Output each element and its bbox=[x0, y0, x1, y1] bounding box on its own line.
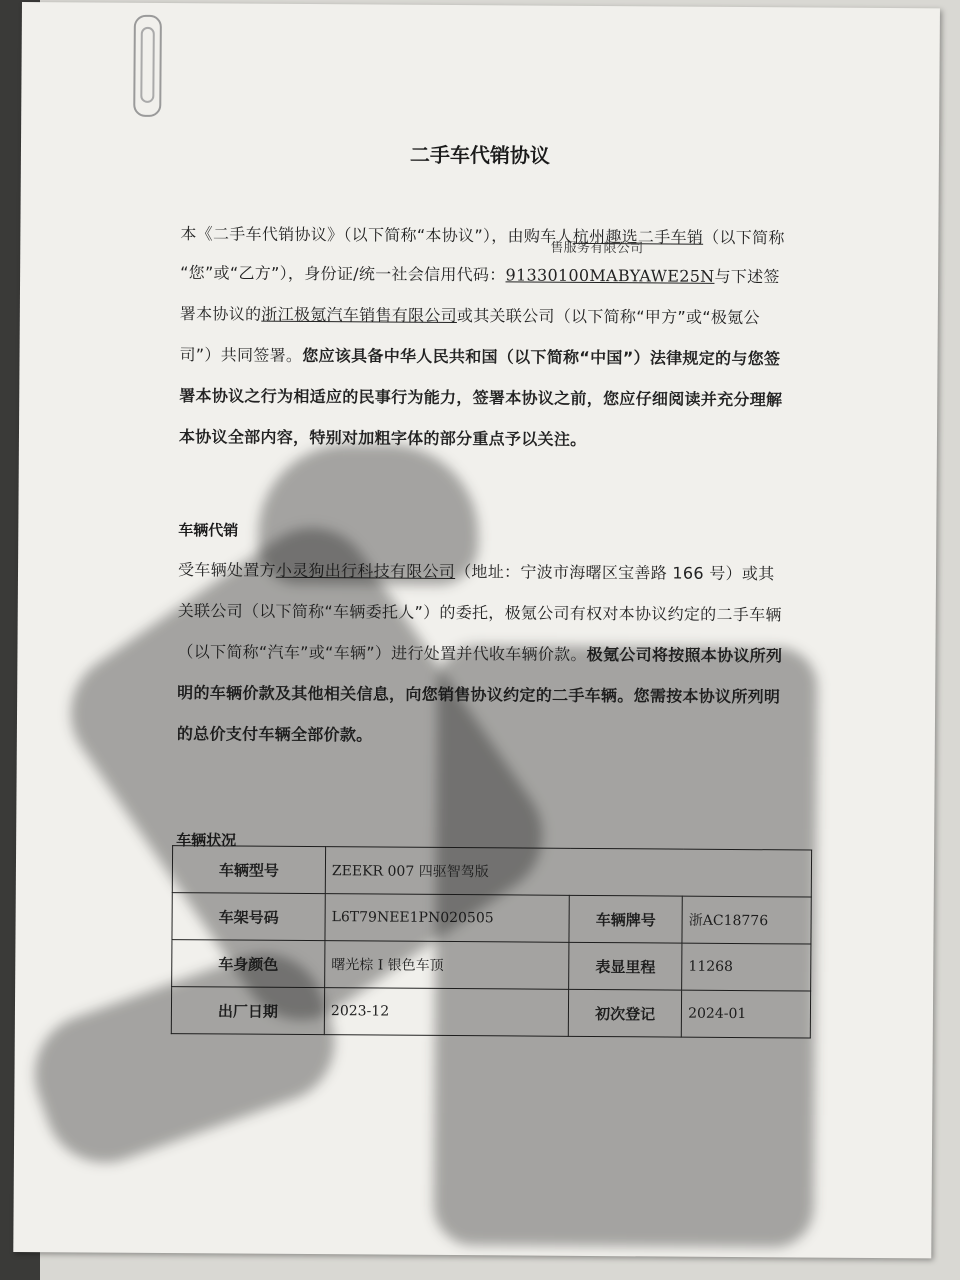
credit-code: 91330100MABYAWE25N bbox=[505, 265, 715, 286]
value-vin: L6T79NEE1PN020505 bbox=[325, 894, 569, 943]
label-vin: 车架号码 bbox=[172, 893, 325, 941]
label-registration: 初次登记 bbox=[568, 989, 681, 1037]
buyer-name-cont: 售服务有限公司 bbox=[550, 240, 644, 257]
table-row bbox=[171, 987, 810, 1038]
value-registration: 2024-01 bbox=[681, 990, 810, 1038]
contract-page bbox=[13, 2, 940, 1258]
value-model: ZEEKR 007 四驱智驾版 bbox=[325, 847, 811, 897]
label-mileage: 表显里程 bbox=[569, 942, 682, 990]
vehicle-info-table bbox=[171, 845, 812, 1038]
consignment-text-1: 受车辆处置方 bbox=[177, 560, 276, 580]
consignment-paragraph bbox=[177, 549, 788, 758]
value-mileage: 11268 bbox=[682, 943, 811, 991]
seller-name: 浙江极氪汽车销售有限公司 bbox=[261, 304, 458, 326]
value-manufacture-date: 2023-12 bbox=[324, 988, 568, 1037]
intro-text-4: 与下述签署本协议的 bbox=[179, 266, 780, 324]
disposer-name: 小灵狗出行科技有限公司 bbox=[275, 560, 456, 582]
intro-text-5: 或其关联公司（以下简称“甲方”或“极氪公司”）共同签署。 bbox=[179, 306, 760, 365]
value-color: 曙光棕 I 银色车顶 bbox=[325, 941, 569, 990]
buyer-name: 杭州趣选二手车销 bbox=[572, 226, 704, 247]
consignment-text-2: （地址：宁波市海曙区宝善路 166 号）或其关联公司（以下简称“车辆委托人”）的委托，极氪公司有权对本协议约定的二手车辆（以下简称“汽车”或“车辆”）进行处置并代收车辆价款。 bbox=[177, 562, 782, 664]
section-heading-vehicle: 车辆状况 bbox=[176, 831, 237, 850]
label-plate: 车辆牌号 bbox=[569, 895, 682, 943]
intro-text-2: （以下简称 bbox=[703, 227, 785, 248]
intro-text-3: “您”或“乙方”），身份证/统一社会信用代码： bbox=[180, 263, 506, 285]
label-manufacture-date: 出厂日期 bbox=[171, 987, 324, 1035]
label-model: 车辆型号 bbox=[172, 846, 325, 894]
intro-text-1: 本《二手车代销协议》（以下简称“本协议”），由购车人 bbox=[180, 224, 573, 246]
consignment-text-3: 极氪公司将按照本协议所列明的车辆价款及其他相关信息，向您销售协议约定的二手车辆。您需按本协议所列明的总价支付车辆全部价款。 bbox=[176, 644, 783, 745]
label-color: 车身颜色 bbox=[172, 940, 325, 988]
value-plate: 浙AC18776 bbox=[682, 896, 811, 944]
intro-bold-text: 您应该具备中华人民共和国（以下简称“中国”）法律规定的与您签署本协议之行为相适应的民事行为能力，签署本协议之前，您应仔细阅读并充分理解本协议全部内容，特别对加粗字体的部分重点予以关注。 bbox=[178, 345, 783, 449]
document-title: 二手车代销协议 bbox=[409, 142, 551, 168]
intro-paragraph bbox=[179, 213, 791, 461]
table-row bbox=[172, 846, 811, 897]
paperclip-icon bbox=[133, 15, 162, 117]
table-row bbox=[172, 940, 811, 991]
table-row bbox=[172, 893, 811, 944]
section-heading-consignment: 车辆代销 bbox=[178, 521, 239, 540]
